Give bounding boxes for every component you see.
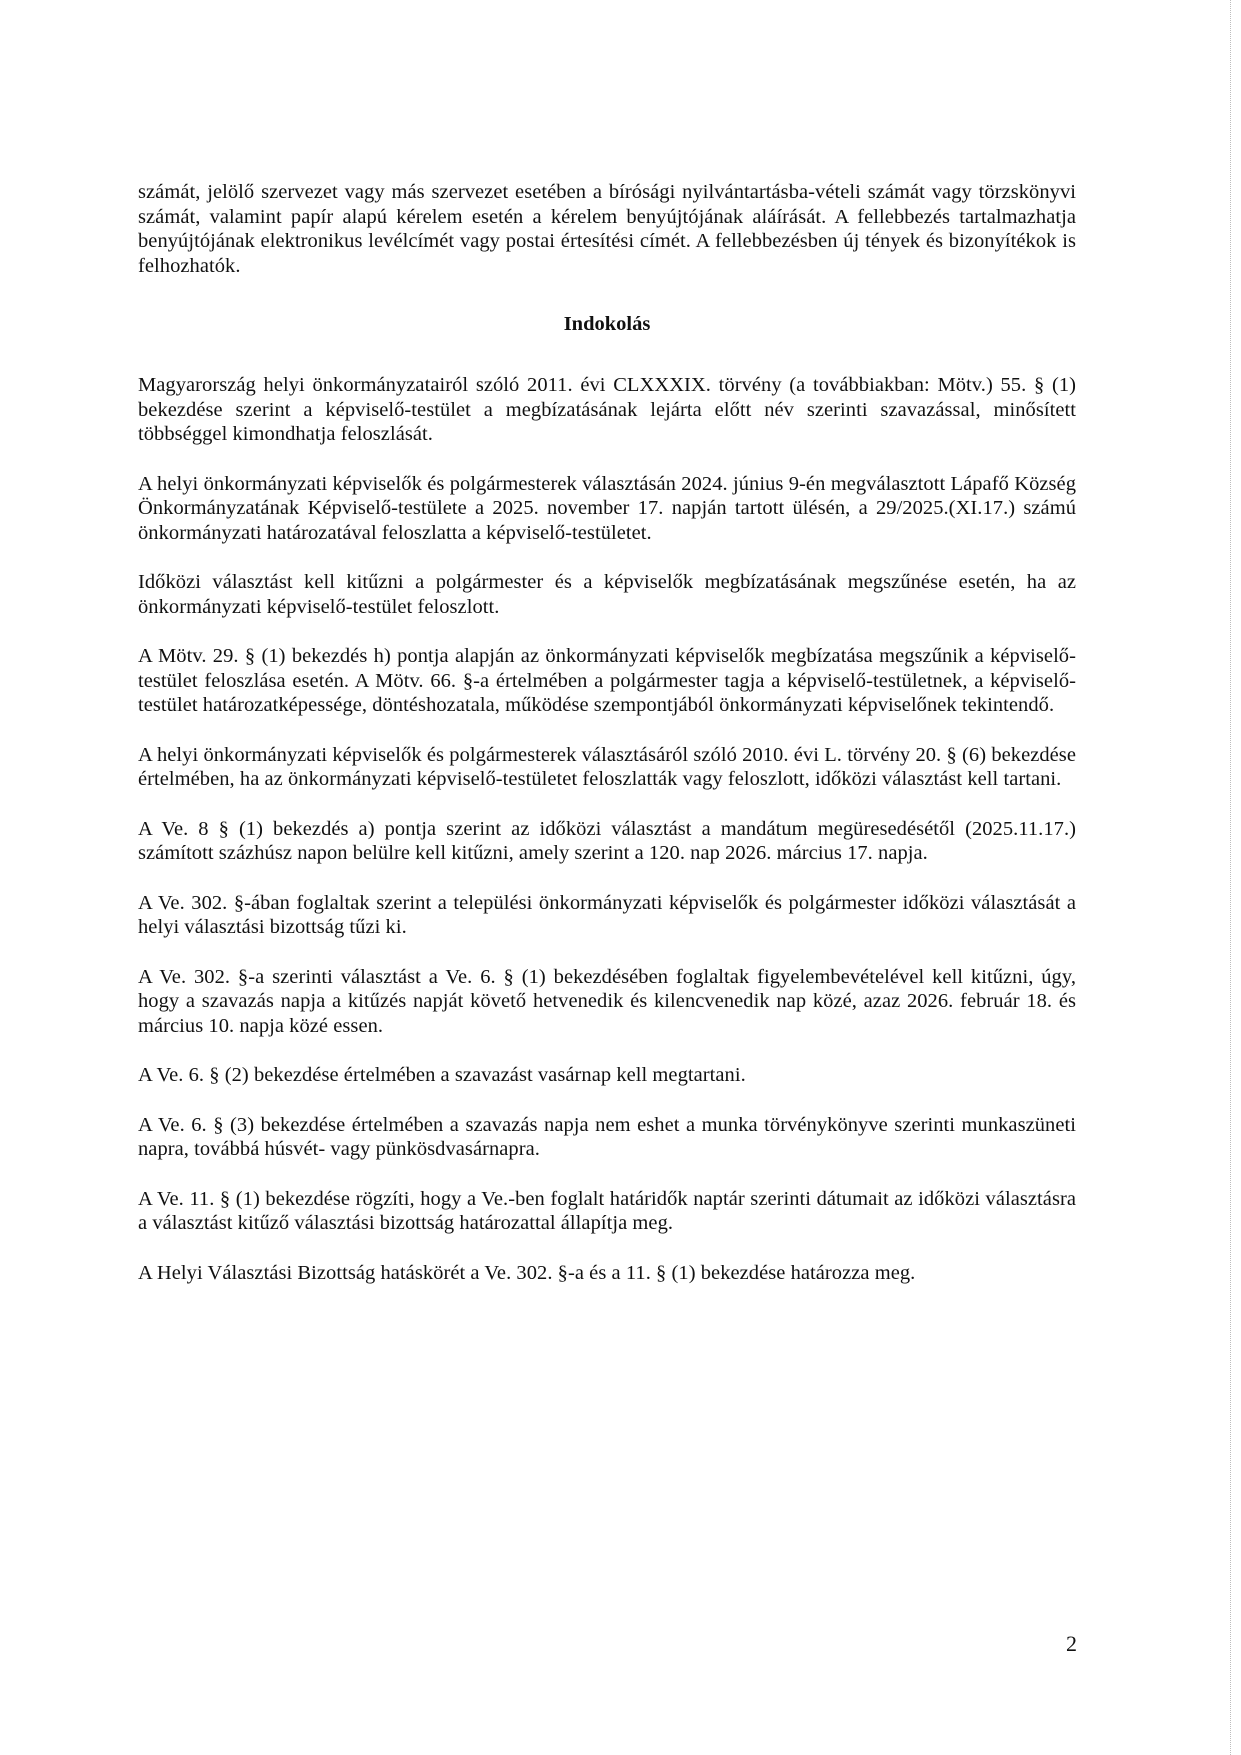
intro-paragraph: számát, jelölő szervezet vagy más szervezet esetében a bírósági nyilvántartásba-vételi számát vagy törzskönyvi számát, valamint papír alapú kérelem esetén a kérelem benyújtójának aláírását. A fellebbezés tartalmazhatja benyújtójának elektronikus levélcímét vagy postai értesítési címét. A fellebbezésben új tények és bizonyítékok is felhozhatók. bbox=[138, 181, 1076, 277]
paragraph: A Ve. 8 § (1) bekezdés a) pontja szerint az időközi választást a mandátum megüresedésétől (2025.11.17.) számított százhúsz napon belülre kell kitűzni, amely szerint a 120. nap 2026. március 17. napja. bbox=[138, 817, 1076, 864]
section-heading: Indokolás bbox=[563, 313, 651, 335]
page-number: 2 bbox=[1066, 1631, 1077, 1656]
paragraph: A Mötv. 29. § (1) bekezdés h) pontja alapján az önkormányzati képviselők megbízatása megszűnik a képviselő-testület feloszlása esetén. A Mötv. 66. §-a értelmében a polgármester tagja a képviselő-testületnek, a képviselő-testület határozatképessége, döntéshozatala, működése szempontjából önkormányzati képviselőnek tekintendő. bbox=[138, 645, 1076, 716]
paragraph: A helyi önkormányzati képviselők és polgármesterek választásáról szóló 2010. évi L. törvény 20. § (6) bekezdése értelmében, ha az önkormányzati képviselő-testületet feloszlatták vagy feloszlott, időközi választást kell tartani. bbox=[138, 743, 1076, 790]
paragraph: A Ve. 11. § (1) bekezdése rögzíti, hogy a Ve.-ben foglalt határidők naptár szerinti dátumait az időközi választásra a választást kitűző választási bizottság határozattal állapítja meg. bbox=[138, 1187, 1076, 1234]
paragraph: A helyi önkormányzati képviselők és polgármesterek választásán 2024. június 9-én megválasztott Lápafő Község Önkormányzatának Képviselő-testülete a 2025. november 17. napján tartott ülésén, a 29/2025.(XI.17.) számú önkormányzati határozatával feloszlatta a képviselő-testületet. bbox=[138, 472, 1076, 544]
paragraph: Magyarország helyi önkormányzatairól szóló 2011. évi CLXXXIX. törvény (a továbbiakban: Mötv.) 55. § (1) bekezdése szerint a képviselő-testület a megbízatásának lejárta előtt név szerinti szavazással, minősített többséggel kimondhatja feloszlását. bbox=[138, 374, 1076, 445]
paragraph: A Ve. 6. § (3) bekezdése értelmében a szavazás napja nem eshet a munka törvénykönyve szerinti munkaszüneti napra, továbbá húsvét- vagy pünkösdvasárnapra. bbox=[138, 1113, 1076, 1160]
paragraph: Időközi választást kell kitűzni a polgármester és a képviselők megbízatásának megszűnése esetén, ha az önkormányzati képviselő-testület feloszlott. bbox=[138, 571, 1076, 618]
paragraph: A Ve. 302. §-ában foglaltak szerint a települési önkormányzati képviselők és polgármester időközi választását a helyi választási bizottság tűzi ki. bbox=[138, 891, 1076, 938]
document-body bbox=[138, 180, 1076, 1310]
page-edge bbox=[1230, 0, 1231, 1755]
paragraph: A Ve. 302. §-a szerinti választást a Ve. 6. § (1) bekezdésében foglaltak figyelembevételével kell kitűzni, úgy, hogy a szavazás napja a kitűzés napját követő hetvenedik és kilencvenedik nap közé, azaz 2026. február 18. és március 10. napja közé essen. bbox=[138, 965, 1076, 1037]
paragraph: A Ve. 6. § (2) bekezdése értelmében a szavazást vasárnap kell megtartani. bbox=[138, 1064, 746, 1086]
paragraph: A Helyi Választási Bizottság hatáskörét a Ve. 302. §-a és a 11. § (1) bekezdése határozza meg. bbox=[138, 1261, 916, 1284]
